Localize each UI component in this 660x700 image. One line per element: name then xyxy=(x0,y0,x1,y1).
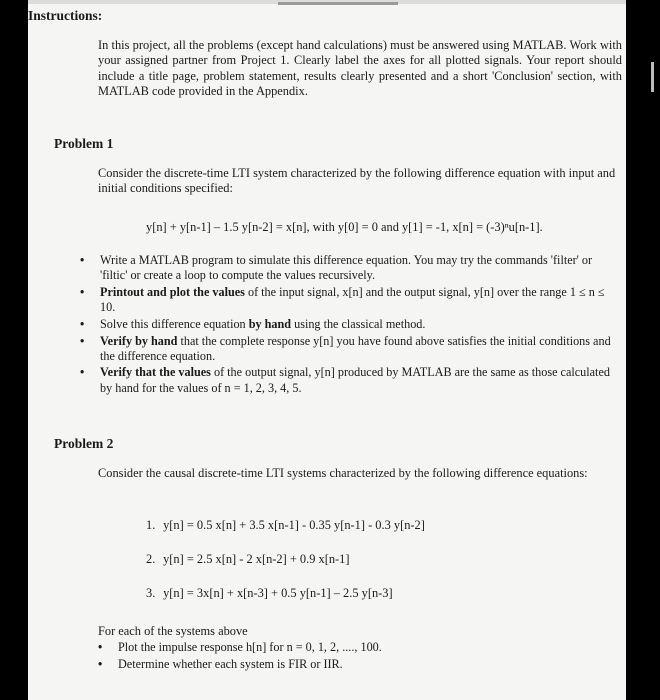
document-page xyxy=(28,0,626,700)
equation-number: 3. xyxy=(146,586,156,600)
bullet-dot: • xyxy=(80,284,85,299)
bullet-dot: • xyxy=(80,333,85,348)
equation-text: y[n] = 3x[n] + x[n-3] + 0.5 y[n-1] – 2.5 y[n-3] xyxy=(163,586,393,600)
problem2-equation-1 xyxy=(146,518,425,533)
equation-text: y[n] = 0.5 x[n] + 3.5 x[n-1] - 0.35 y[n-1] - 0.3 y[n-2] xyxy=(163,518,425,532)
bullet-text xyxy=(100,334,611,363)
list-item xyxy=(80,285,620,315)
problem1-heading: Problem 1 xyxy=(54,136,114,151)
top-rule xyxy=(278,2,398,5)
bullet-text xyxy=(100,365,610,394)
list-item xyxy=(80,334,620,364)
equation-number: 2. xyxy=(146,552,156,566)
problem2-intro: Consider the causal discrete-time LTI systems characterized by the following difference equations: xyxy=(98,466,588,480)
bullet-emphasis: Printout and plot the values xyxy=(100,284,245,299)
bullet-dot: • xyxy=(80,253,85,267)
bullet-text-rest: using the classical method. xyxy=(291,316,426,331)
bullet-text: Plot the impulse response h[n] for n = 0, 1, 2, ...., 100. xyxy=(118,640,382,654)
list-item xyxy=(80,365,620,395)
list-item xyxy=(98,657,598,672)
bullet-emphasis: Verify that the values xyxy=(100,365,211,380)
bullet-text-lead: Solve this difference equation xyxy=(100,316,249,331)
bullet-text xyxy=(100,253,592,282)
problem2-equation-3 xyxy=(146,586,393,601)
bullet-text xyxy=(100,317,425,331)
bullet-emphasis: by hand xyxy=(248,316,292,331)
bullet-text-rest: Write a MATLAB program to simulate this difference equation. You may try the commands 'filter' or 'filtic' or create a loop to compute the values recursively. xyxy=(100,253,593,283)
problem2-heading: Problem 2 xyxy=(54,436,114,451)
problem1-intro: Consider the discrete-time LTI system characterized by the following difference equation with input and initial conditions specified: xyxy=(98,166,616,196)
problem2-lead: For each of the systems above xyxy=(98,624,248,638)
problem2-bullets xyxy=(98,640,598,673)
bullet-dot: • xyxy=(80,365,85,380)
bullet-dot: • xyxy=(80,316,85,331)
equation-text: y[n] = 2.5 x[n] - 2 x[n-2] + 0.9 x[n-1] xyxy=(163,552,350,566)
bullet-text xyxy=(100,285,605,314)
bullet-emphasis: Verify by hand xyxy=(100,333,178,348)
problem1-equation: y[n] + y[n-1] – 1.5 y[n-2] = x[n], with y[0] = 0 and y[1] = -1, x[n] = (-3)ⁿu[n-1]. xyxy=(146,220,543,234)
list-item xyxy=(80,317,620,332)
problem1-bullets xyxy=(80,253,620,397)
problem2-equation-2 xyxy=(146,552,349,567)
page-edge-mark xyxy=(651,62,654,92)
bullet-dot: • xyxy=(98,656,103,671)
bullet-text-rest: of the output signal, y[n] produced by MATLAB are the same as those calculated by hand for the values of n = 1, 2, 3, 4, 5. xyxy=(100,365,610,395)
list-item xyxy=(98,640,598,655)
instructions-heading: Instructions: xyxy=(28,8,103,23)
bullet-dot: • xyxy=(98,640,103,654)
bullet-text-rest: of the input signal, x[n] and the output signal, y[n] over the range 1 ≤ n ≤ 10. xyxy=(100,284,605,315)
list-item xyxy=(80,253,620,283)
bullet-text: Determine whether each system is FIR or IIR. xyxy=(118,656,343,671)
equation-number: 1. xyxy=(146,518,156,532)
bullet-text-rest: that the complete response y[n] you have found above satisfies the initial conditions and the difference equation. xyxy=(100,333,611,363)
instructions-body: In this project, all the problems (except hand calculations) must be answered using MATLAB. Work with your assigned partner from Project 1. Clearly label the axes for all plotted signals. Your report should include a title page, problem statement, results clearly presented and a short 'Conclusion' section, with MATLAB code provided in the Appendix. xyxy=(98,38,622,99)
